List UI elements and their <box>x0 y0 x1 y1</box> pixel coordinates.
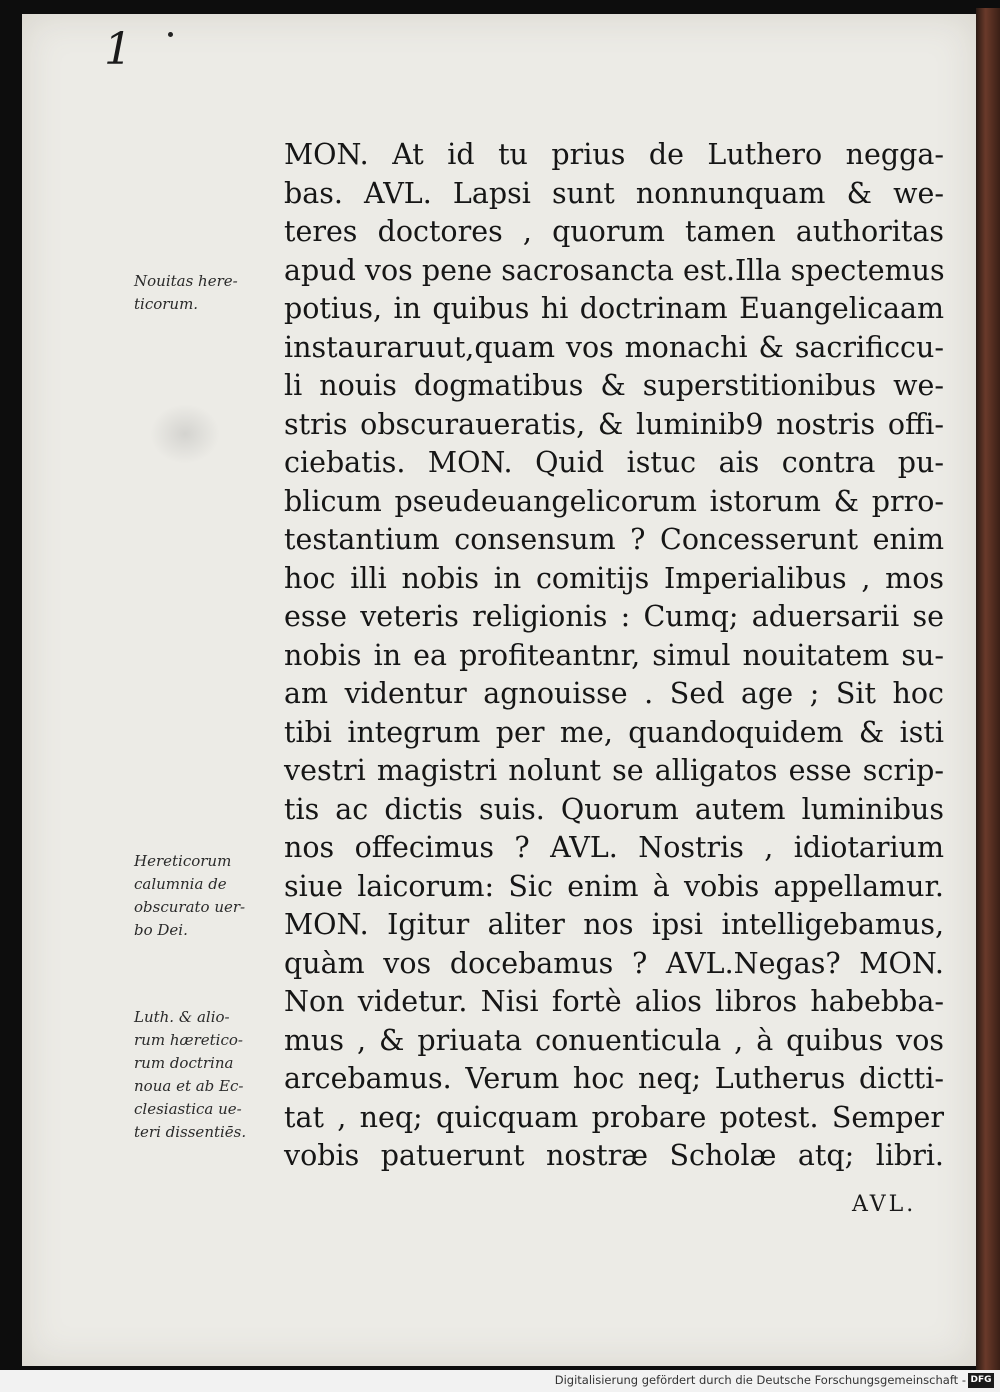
book-spine-edge <box>976 8 1000 1370</box>
marginal-note-line: Luth. & alio- <box>134 1008 230 1026</box>
text-line: nos offecimus ? AVL. Nostris , idiotarium <box>284 831 944 864</box>
marginal-note-line: rum hæretico- <box>134 1031 243 1049</box>
text-line: arcebamus. Verum hoc neq; Lutherus dictti- <box>284 1062 944 1095</box>
text-line: nobis in ea profiteantnr, simul nouitatem su- <box>284 638 944 672</box>
marginal-note <box>134 1006 282 1144</box>
text-line: mus , & priuata conuenticula , à quibus vos <box>284 1023 944 1057</box>
text-line: ciebatis. MON. Quid istuc ais contra pu- <box>284 446 944 479</box>
text-line: instauraruut,quam vos monachi & sacrificcu- <box>284 330 944 364</box>
marginal-note-line: bo Dei. <box>134 921 188 939</box>
folio-number: 1 <box>104 24 132 75</box>
footer-credit: Digitalisierung gefördert durch die Deutsche Forschungsgemeinschaft - <box>554 1373 966 1387</box>
text-line: vobis patuerunt nostræ Scholæ atq; libri. <box>284 1139 944 1172</box>
text-line: blicum pseudeuangelicorum istorum & prro- <box>284 484 944 518</box>
text-line: teres doctores , quorum tamen authoritas <box>284 215 944 248</box>
text-line: tibi integrum per me, quandoquidem & isti <box>284 715 944 749</box>
text-line: tat , neq; quicquam probare potest. Semper <box>284 1100 944 1134</box>
marginal-note-line: noua et ab Ec- <box>134 1077 244 1095</box>
text-line: testantium consensum ? Concesserunt enim <box>284 523 944 556</box>
marginal-note-line: rum doctrina <box>134 1054 234 1072</box>
text-line: Non videtur. Nisi fortè alios libros habebba- <box>284 985 944 1018</box>
catchword: AVL. <box>852 1192 917 1217</box>
text-line: potius, in quibus hi doctrinam Euangelicaam <box>284 292 944 325</box>
text-line: hoc illi nobis in comitijs Imperialibus , mos <box>284 561 944 595</box>
marginal-note-line: ticorum. <box>134 295 199 313</box>
text-line: stris obscuraueratis, & luminib9 nostris offi- <box>284 407 944 441</box>
marginal-note <box>134 270 282 316</box>
text-line: esse veteris religionis : Cumq; aduersarii se <box>284 600 944 633</box>
text-line: apud vos pene sacrosancta est.Illa spectemus <box>284 253 945 287</box>
marginal-note-line: calumnia de <box>134 875 227 893</box>
marginal-note-line: teri dissentiēs. <box>134 1123 247 1141</box>
text-line: tis ac dictis suis. Quorum autem luminibus <box>284 792 944 826</box>
text-line: siue laicorum: Sic enim à vobis appellamur. <box>284 869 944 903</box>
text-line: am videntur agnouisse . Sed age ; Sit hoc <box>284 677 944 710</box>
faded-ink-smudge <box>150 404 220 464</box>
marginal-note-line: obscurato uer- <box>134 898 246 916</box>
main-text-block <box>284 136 944 1176</box>
text-line: vestri magistri nolunt se alligatos esse scrip- <box>284 754 944 787</box>
text-line: MON. Igitur aliter nos ipsi intelligebamus, <box>284 908 944 941</box>
text-line: quàm vos docebamus ? AVL.Negas? MON. <box>284 946 944 980</box>
marginal-note-line: clesiastica ue- <box>134 1100 242 1118</box>
text-line: bas. AVL. Lapsi sunt nonnunquam & we- <box>284 176 944 210</box>
text-line: li nouis dogmatibus & superstitionibus we- <box>284 369 944 402</box>
text-line: MON. At id tu prius de Luthero negga- <box>284 138 944 171</box>
marginal-note-line: Hereticorum <box>134 852 232 870</box>
marginal-note <box>134 850 282 942</box>
marginal-note-line: Nouitas here- <box>134 272 238 290</box>
folio-dot <box>168 32 173 37</box>
dfg-logo: DFG <box>968 1373 994 1388</box>
